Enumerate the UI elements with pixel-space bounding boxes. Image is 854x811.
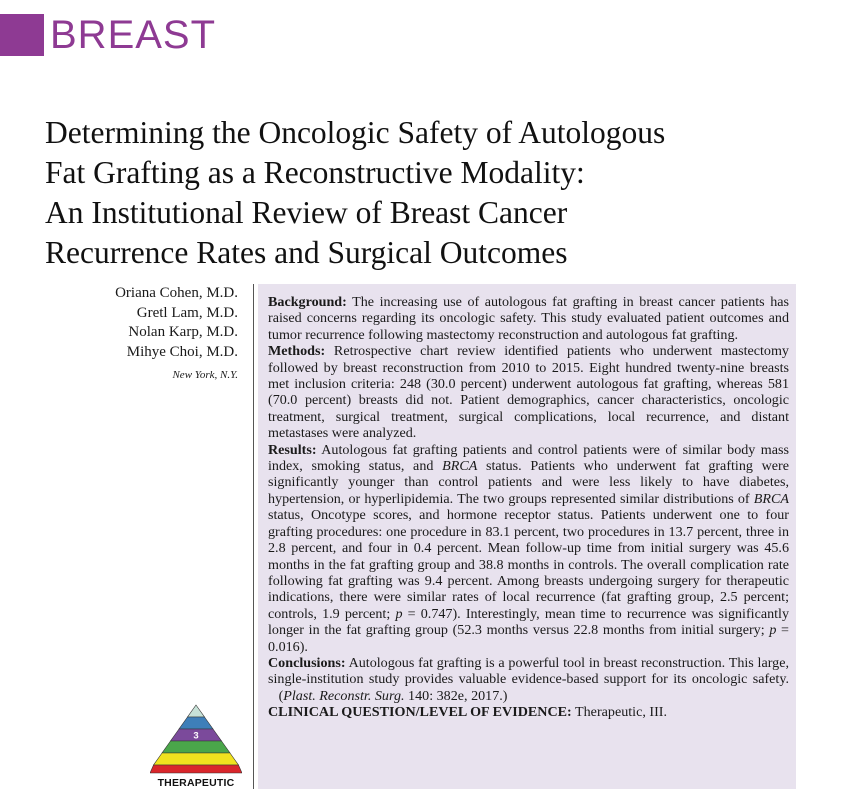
evidence-type-label: THERAPEUTIC <box>157 777 235 789</box>
conclusions-text: Autologous fat grafting is a powerful tool in breast reconstruction. This large, single-institution study provides valuable evidence-based support for its oncologic safety. <box>268 654 789 688</box>
clinical-question <box>268 704 789 720</box>
background-text: The increasing use of autologous fat grafting in breast cancer patients has raised concerns regarding its oncologic safety. This study evaluated patient outcomes and tumor recurrence following mastectomy reconstruction and autologous fat grafting. <box>268 294 789 343</box>
abstract-background <box>268 294 789 343</box>
title-line-2: Fat Grafting as a Reconstructive Modality: <box>45 155 585 190</box>
brca-gene: BRCA <box>753 490 789 507</box>
section-color-bar <box>0 14 44 56</box>
title-line-4: Recurrence Rates and Surgical Outcomes <box>45 235 568 270</box>
pyramid-tier-4 <box>162 741 230 753</box>
methods-text: Retrospective chart review identified patients who underwent mastectomy followed by breast reconstruction from 2010 to 2015. Eight hundred twenty-nine breasts met inclusion criteria: 248 (30.0 percent) underwent autologous fat grafting, whereas 581 (70.0 percent) breasts did not. Patient demographics, cancer characteristics, oncologic treatment, surgical treatment, surgical complications, local recurrence, and distant metastases were analyzed. <box>268 343 789 442</box>
pyramid-tier-2 <box>179 717 213 729</box>
abstract-box <box>258 284 796 789</box>
citation-journal: Plast. Reconstr. Surg. <box>283 687 405 704</box>
brca-gene: BRCA <box>442 458 478 475</box>
citation-open: ( <box>278 687 284 704</box>
author-name: Nolan Karp, M.D. <box>128 324 238 340</box>
conclusions-label: Conclusions: <box>268 654 346 671</box>
clinical-question-value: Therapeutic, III. <box>575 704 667 721</box>
section-label: BREAST <box>50 13 217 57</box>
background-label: Background: <box>268 294 347 310</box>
clinical-question-label: CLINICAL QUESTION/LEVEL OF EVIDENCE: <box>268 704 572 721</box>
author-list <box>115 284 238 386</box>
abstract-conclusions <box>268 655 789 704</box>
methods-label: Methods: <box>268 343 326 360</box>
pyramid-tier-1 <box>188 705 205 717</box>
abstract-results <box>268 442 789 655</box>
evidence-level-number: 3 <box>193 730 199 742</box>
author-name: Mihye Choi, M.D. <box>126 343 238 360</box>
p-symbol: p <box>395 605 403 622</box>
results-text: status, Oncotype scores, and hormone receptor status. Patients underwent one to four grafting procedures: one procedure in 83.1 percent, two procedures in 13.7 percent, three in 2.8 percent, and four in 0.4 percent. Mean follow-up time from initial surgery was 45.6 months in the fat grafting group and 38.8 months in controls. The overall complication rate following fat grafting was 9.4 percent. Among breasts undergoing surgery for therapeutic indications, there were similar rates of local recurrence (fat grafting group, 2.5 percent; controls, 1.9 percent; <box>268 507 789 622</box>
results-label: Results: <box>268 441 317 458</box>
article-title <box>45 113 835 273</box>
abstract-methods <box>268 343 789 441</box>
pyramid-tier-6 <box>150 765 242 773</box>
title-line-1: Determining the Oncologic Safety of Autologous <box>45 115 666 150</box>
author-name: Oriana Cohen, M.D. <box>115 285 238 301</box>
affiliation: New York, N.Y. <box>172 369 238 381</box>
title-line-3: An Institutional Review of Breast Cancer <box>45 195 568 230</box>
citation-rest: 140: 382e, 2017.) <box>408 687 508 704</box>
pyramid-tier-5 <box>154 753 239 765</box>
p-symbol: p <box>769 622 777 639</box>
results-text: status. Patients who underwent fat grafting were significantly younger than control patients and were less likely to have diabetes, hypertension, or hyperlipidemia. The two groups represented similar distributions of <box>268 458 789 507</box>
column-divider <box>253 284 254 789</box>
results-text: Autologous fat grafting patients and control patients were of similar body mass index, smoking status, and <box>268 441 789 475</box>
results-text: = 0.747). Interestingly, mean time to recurrence was significantly longer in the fat grafting group (52.3 months versus 22.8 months from initial surgery; <box>268 605 790 639</box>
results-text: = 0.016). <box>268 622 789 655</box>
author-name: Gretl Lam, M.D. <box>136 304 238 321</box>
